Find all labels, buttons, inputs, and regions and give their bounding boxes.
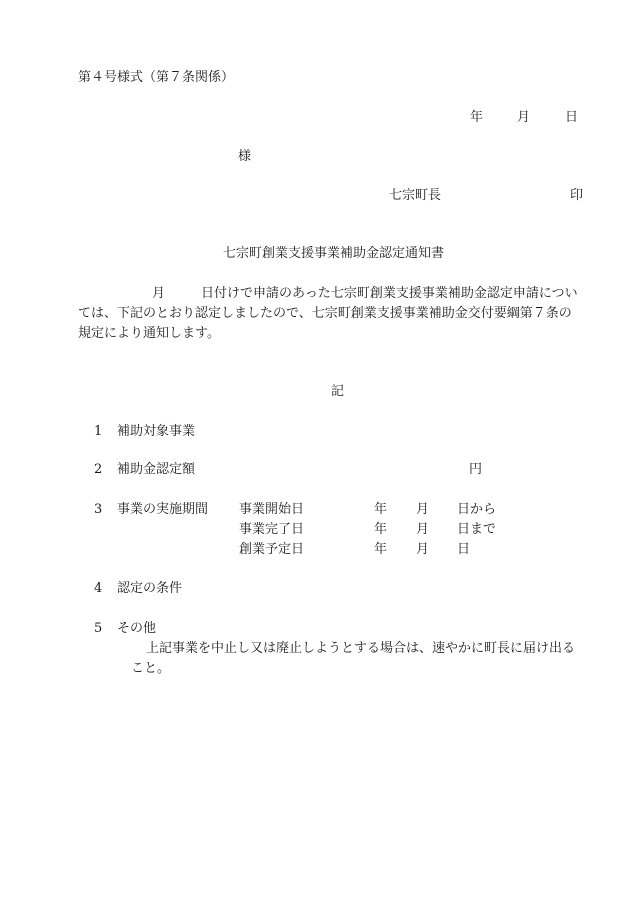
item-4-number: 4	[94, 581, 103, 596]
body-month: 月	[152, 286, 166, 301]
addressee-honorific: 様	[238, 149, 252, 164]
period-end-month: 月	[416, 522, 430, 537]
founding-date-year: 年	[374, 542, 388, 557]
form-number: 第４号様式（第７条関係）	[78, 70, 235, 85]
body-line-3: 規定により通知します。	[78, 326, 220, 341]
date-day: 日	[565, 110, 579, 125]
date-year: 年	[470, 110, 484, 125]
item-3-number: 3	[94, 502, 103, 517]
body-line-2: ては、下記のとおり認定しましたので、七宗町創業支援事業補助金交付要綱第７条の	[78, 306, 572, 321]
period-start-label: 事業開始日	[239, 502, 305, 517]
period-end-year: 年	[374, 522, 388, 537]
period-end-day: 日まで	[457, 522, 497, 537]
item-2-label: 補助金認定額	[117, 462, 196, 477]
item-5-number: 5	[94, 621, 103, 636]
founding-date-month: 月	[416, 542, 430, 557]
item-4-label: 認定の条件	[117, 581, 183, 596]
period-end-label: 事業完了日	[239, 522, 305, 537]
item-2-number: 2	[94, 462, 103, 477]
issuer-seal: 印	[570, 188, 584, 203]
document-title: 七宗町創業支援事業補助金認定通知書	[223, 246, 445, 261]
item-2-unit: 円	[469, 462, 483, 477]
period-start-month: 月	[416, 502, 430, 517]
date-month: 月	[517, 110, 531, 125]
ki-heading: 記	[331, 384, 345, 399]
item-1-label: 補助対象事業	[117, 424, 196, 439]
founding-date-day: 日	[457, 542, 471, 557]
period-start-year: 年	[374, 502, 388, 517]
body-day-text: 日付けで申請のあった七宗町創業支援事業補助金認定申請につい	[201, 286, 578, 301]
issuer-name: 七宗町長	[389, 188, 442, 203]
period-start-day: 日から	[457, 502, 497, 517]
item-5-note-line-2: こと。	[131, 661, 171, 676]
item-3-label: 事業の実施期間	[117, 502, 209, 517]
item-1-number: 1	[94, 424, 103, 439]
item-5-label: その他	[117, 621, 157, 636]
founding-date-label: 創業予定日	[239, 542, 305, 557]
item-5-note-line-1: 上記事業を中止し又は廃止しようとする場合は、速やかに町長に届け出る	[146, 641, 576, 656]
